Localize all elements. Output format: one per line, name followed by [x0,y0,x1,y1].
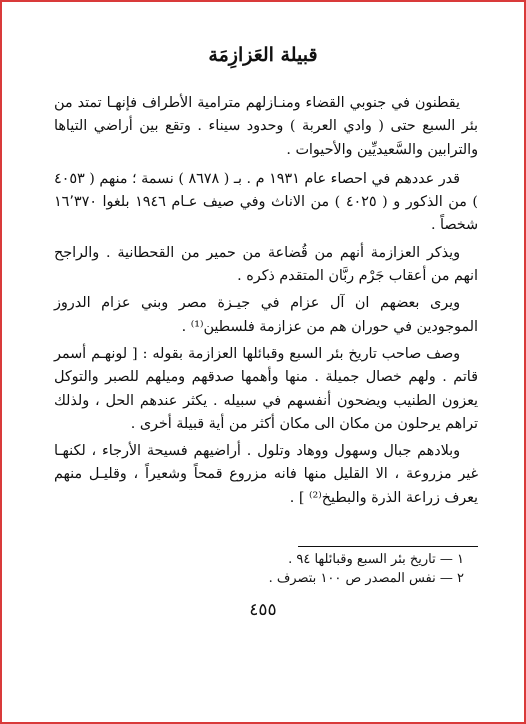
paragraph-census: قدر عددهم في احصاء عام ١٩٣١ م . بـ ( ٨٦٧٨ ) نسمة ؛ منهم ( ٤٠٥٣ ) من الذكور و ( ٤٠٢٥ ) من الاناث وفي صيف عـام ١٩٤٦ بلغوا ١٦٬٣٧٠ شخصاً . [54,170,478,234]
footnote-2: ٢ — نفس المصدر ص ١٠٠ بتصرف . [268,571,464,586]
footnote-divider [298,546,478,547]
paragraph-origin: ويذكر العزازمة أنهم من قُضاعة من حمير من القحطانية . والراجح انهم من أعقاب جَرْم ربَّان المتقدم ذكره . [54,244,478,285]
body-text [54,92,478,514]
paragraph-location: يقطنون في جنوبي القضاء ومنـازلهم مترامية الأطراف فإنهـا تمتد من بئر السبع حتى ( وادي العربة ) وحدود سيناء . وتقع بين أراضي التياها والترابين والسَّعيديِّين والأحيوات . [54,95,478,158]
chapter-title: قبيلة العَزازِمَة [208,44,318,66]
footnote-1: ١ — تاريخ بئر السبع وقبائلها ٩٤ . [288,552,464,567]
paragraph-land: وبلادهم جبال وسهول ووهاد وتلول . أراضيهم فسيحة الأرجاء ، لكنهـا غير مزروعة ، الا القليل منها فانه مزروع قمحاً وشعيراً ، وقليـل منهم يعرف زراعة الذرة والبطيخ⁽²⁾ ] . [54,443,478,506]
page-number: ٤٥٥ [249,600,277,620]
footnotes [54,550,478,588]
paragraph-description: وصف صاحب تاريخ بئر السبع وقبائلها العزازمة بقوله : [ لونهـم أسمر قاتم . ولهم خصال جميلة . منها وأهمها صدقهم وميلهم للصبر والتوكل يعزون الطنيب ويضحون أنفسهم في سبيله . يكثر عندهم الحل ، ولذلك تراهم يرحلون من مكان الى مكان أكثر من أية قبيلة أخرى . [54,345,478,432]
paragraph-relatives: ويرى بعضهم ان آل عزام في جيـزة مصر وبني عزام الدروز الموجودين في حوران هم من عزازمة فلسطين⁽¹⁾ . [54,295,478,335]
